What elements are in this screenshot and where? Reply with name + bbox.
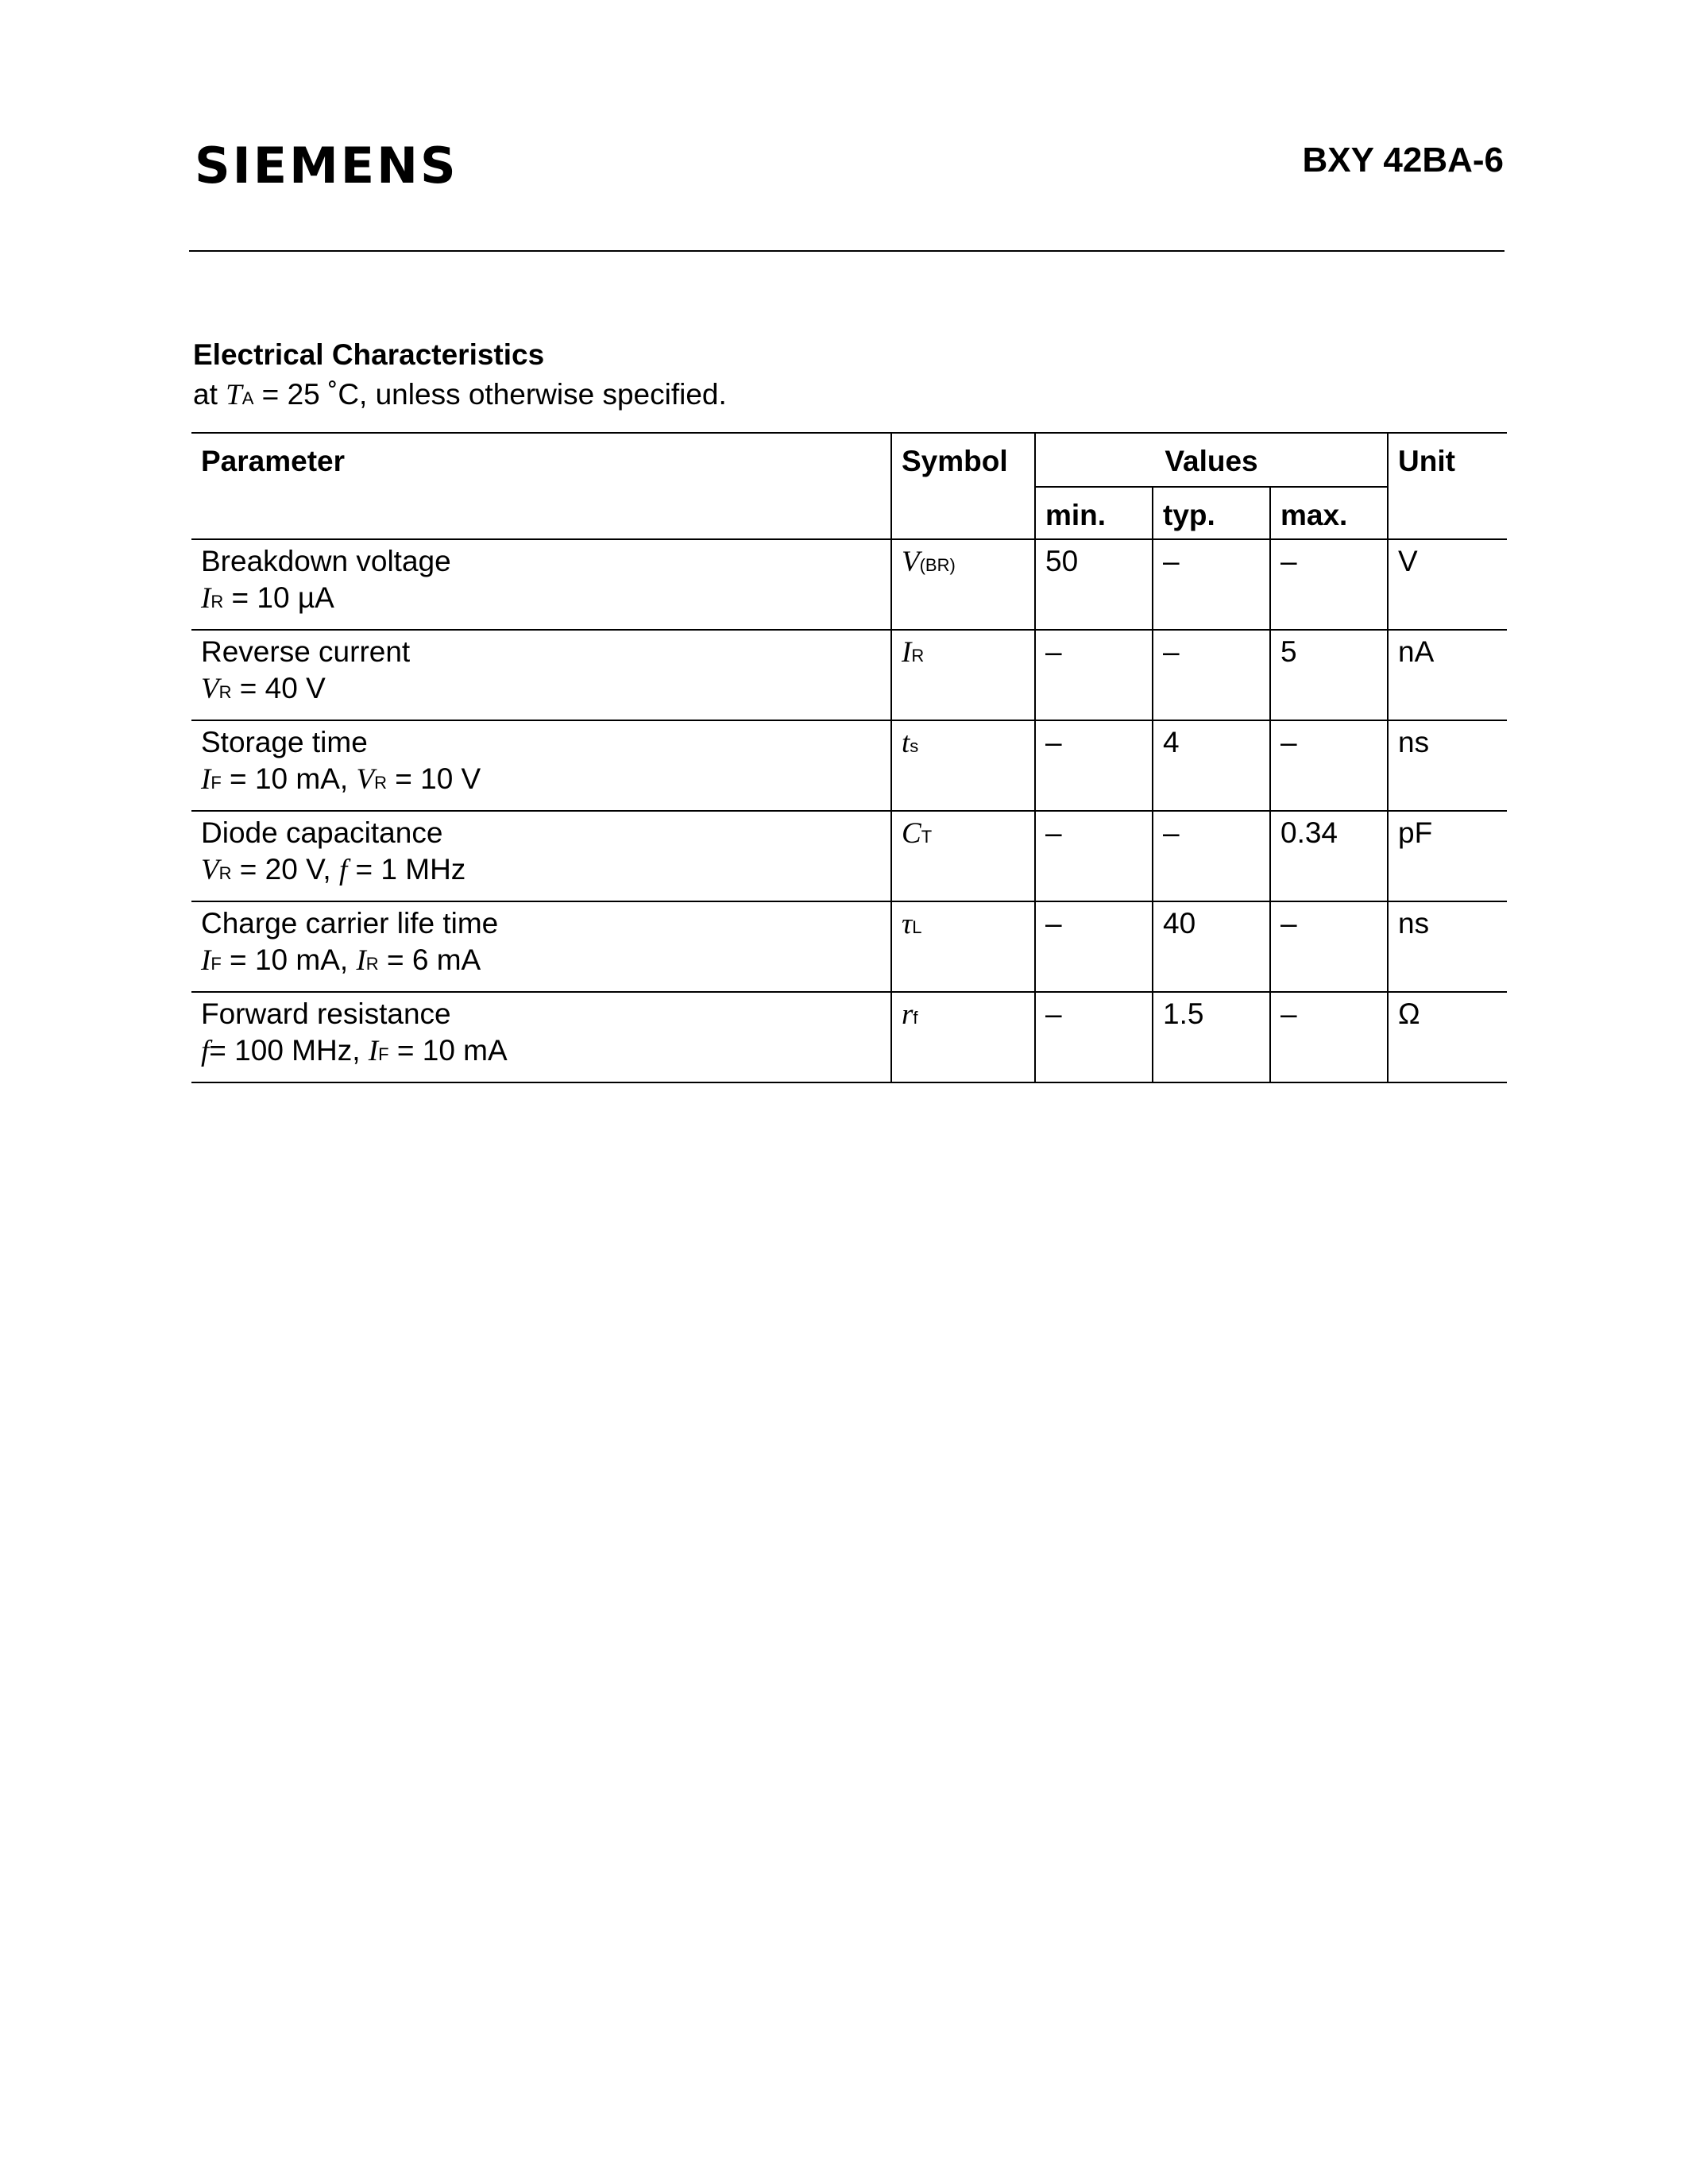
condition-symbol-sub: F — [211, 954, 222, 974]
symbol-sub: L — [912, 917, 922, 937]
symbol: r — [902, 998, 914, 1031]
table-row — [191, 720, 1507, 811]
parameter-name: Charge carrier life time — [201, 907, 499, 940]
electrical-characteristics-table — [191, 432, 1507, 1083]
min-cell: – — [1035, 630, 1153, 720]
typ-cell: – — [1153, 539, 1270, 630]
table-row — [191, 992, 1507, 1082]
header-symbol: Symbol — [891, 433, 1035, 539]
condition-symbol: I — [368, 1035, 379, 1067]
max-cell: – — [1270, 992, 1388, 1082]
test-condition — [201, 761, 890, 801]
parameter-cell — [191, 539, 891, 630]
condition-value: = 10 µA — [223, 581, 334, 614]
table-row — [191, 630, 1507, 720]
condition-symbol: I — [356, 944, 366, 977]
condition-value: = 40 V — [231, 672, 326, 704]
symbol-sub: T — [921, 827, 933, 847]
parameter-name: Storage time — [201, 726, 368, 758]
condition-symbol-sub: R — [365, 954, 379, 974]
condition-value: = 100 MHz, — [209, 1034, 369, 1067]
symbol-cell — [891, 539, 1035, 630]
test-condition — [201, 580, 890, 620]
max-cell: 5 — [1270, 630, 1388, 720]
symbol: I — [902, 636, 912, 669]
condition-symbol-sub: R — [374, 773, 387, 793]
typ-cell: – — [1153, 630, 1270, 720]
header-parameter: Parameter — [191, 433, 891, 539]
min-cell: – — [1035, 811, 1153, 901]
unit-cell: ns — [1388, 901, 1507, 992]
subtitle-prefix: at — [193, 378, 226, 411]
symbol-cell — [891, 630, 1035, 720]
condition-symbol: I — [201, 582, 211, 615]
parameter-name: Forward resistance — [201, 997, 451, 1030]
header-min: min. — [1035, 487, 1153, 539]
subtitle-symbol: T — [226, 379, 242, 411]
test-condition — [201, 942, 890, 982]
symbol-cell — [891, 720, 1035, 811]
min-cell: – — [1035, 901, 1153, 992]
parameter-cell — [191, 630, 891, 720]
header-typ: typ. — [1153, 487, 1270, 539]
header-divider — [189, 250, 1505, 252]
header-values: Values — [1035, 433, 1388, 487]
condition-value: = 10 mA, — [221, 762, 357, 795]
max-cell: 0.34 — [1270, 811, 1388, 901]
symbol: τ — [902, 908, 913, 940]
section-subtitle — [193, 380, 727, 410]
parameter-cell — [191, 811, 891, 901]
condition-symbol: V — [201, 854, 219, 886]
unit-cell: nA — [1388, 630, 1507, 720]
condition-symbol-sub: F — [211, 773, 222, 793]
condition-value: = 10 V — [386, 762, 481, 795]
symbol-cell — [891, 901, 1035, 992]
table-row — [191, 811, 1507, 901]
symbol: V — [902, 546, 920, 578]
test-condition — [201, 851, 890, 892]
unit-cell: Ω — [1388, 992, 1507, 1082]
max-cell: – — [1270, 720, 1388, 811]
condition-symbol: V — [201, 673, 219, 705]
symbol-sub: f — [913, 1008, 918, 1028]
max-cell: – — [1270, 539, 1388, 630]
max-cell: – — [1270, 901, 1388, 992]
condition-symbol: f — [338, 854, 348, 886]
symbol-sub: R — [911, 646, 925, 666]
test-condition — [201, 1032, 890, 1073]
condition-value: = 10 mA — [388, 1034, 508, 1067]
symbol-sub: (BR) — [919, 555, 956, 575]
unit-cell: pF — [1388, 811, 1507, 901]
symbol: t — [902, 727, 910, 759]
min-cell: 50 — [1035, 539, 1153, 630]
brand-logo: SIEMENS — [195, 137, 458, 195]
condition-symbol-sub: F — [378, 1044, 389, 1064]
condition-symbol: V — [356, 763, 375, 796]
typ-cell: 4 — [1153, 720, 1270, 811]
header-max: max. — [1270, 487, 1388, 539]
typ-cell: 1.5 — [1153, 992, 1270, 1082]
parameter-cell — [191, 720, 891, 811]
parameter-name: Reverse current — [201, 635, 411, 668]
condition-symbol-sub: R — [218, 682, 232, 702]
symbol: C — [902, 817, 921, 850]
unit-cell: ns — [1388, 720, 1507, 811]
condition-value: = 10 mA, — [221, 943, 357, 976]
header-unit: Unit — [1388, 433, 1507, 539]
condition-symbol: f — [201, 1035, 210, 1067]
table-row — [191, 539, 1507, 630]
parameter-cell — [191, 901, 891, 992]
subtitle-symbol-sub: A — [241, 388, 254, 408]
condition-value: = 20 V, — [231, 853, 339, 886]
typ-cell: 40 — [1153, 901, 1270, 992]
part-number: BXY 42BA-6 — [1302, 141, 1504, 179]
min-cell: – — [1035, 720, 1153, 811]
unit-cell: V — [1388, 539, 1507, 630]
parameter-name: Breakdown voltage — [201, 545, 451, 577]
table-row — [191, 901, 1507, 992]
condition-symbol: I — [201, 944, 211, 977]
condition-value: = 1 MHz — [347, 853, 466, 886]
symbol-cell — [891, 811, 1035, 901]
parameter-cell — [191, 992, 891, 1082]
min-cell: – — [1035, 992, 1153, 1082]
test-condition — [201, 670, 890, 711]
symbol-cell — [891, 992, 1035, 1082]
parameter-name: Diode capacitance — [201, 816, 443, 849]
symbol-sub: s — [910, 736, 919, 756]
condition-symbol: I — [201, 763, 211, 796]
section-title: Electrical Characteristics — [193, 338, 545, 371]
condition-value: = 6 mA — [378, 943, 481, 976]
subtitle-suffix: = 25 ˚C, unless otherwise specified. — [253, 378, 727, 411]
condition-symbol-sub: R — [211, 592, 224, 612]
typ-cell: – — [1153, 811, 1270, 901]
condition-symbol-sub: R — [218, 863, 232, 883]
